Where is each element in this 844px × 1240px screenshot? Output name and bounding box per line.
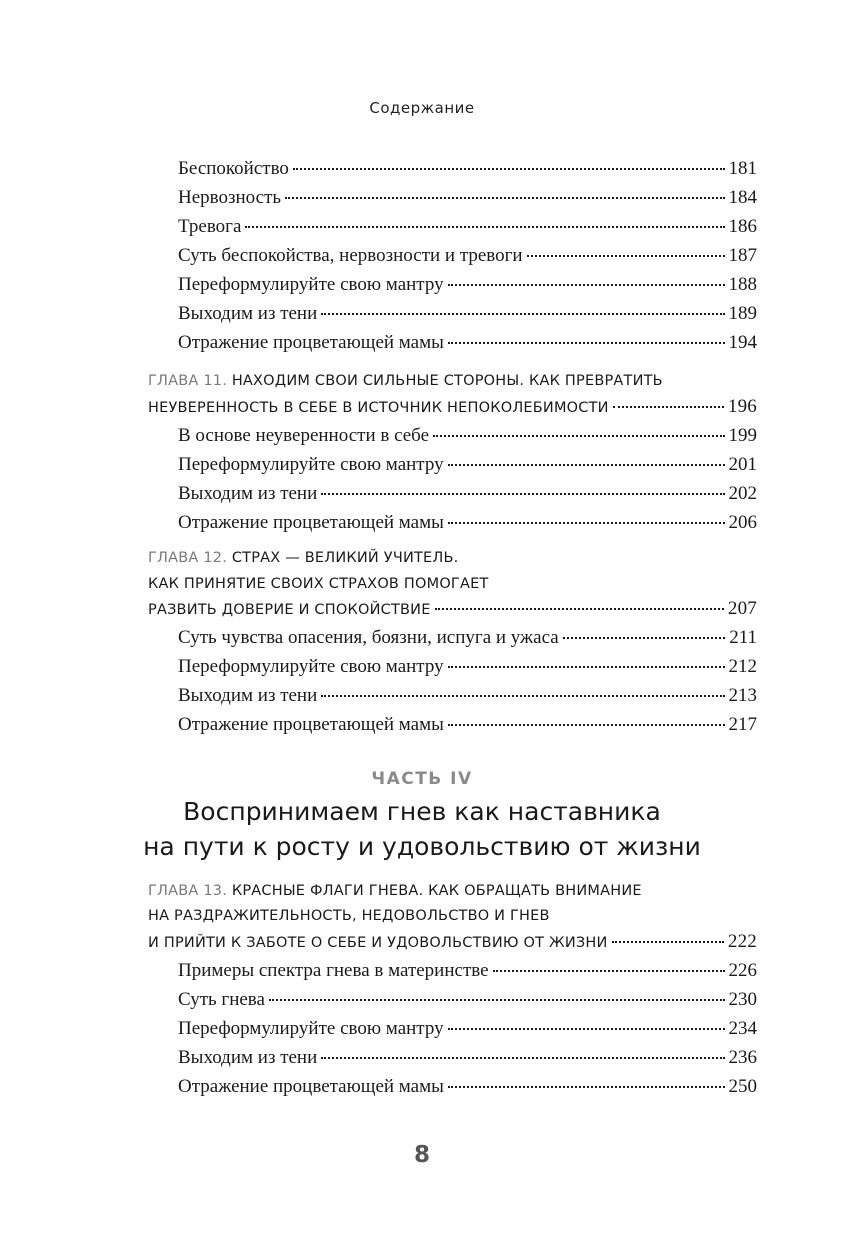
dot-leader (293, 168, 725, 170)
chapter-title-text: РАЗВИТЬ ДОВЕРИЕ И СПОКОЙСТВИЕ (148, 602, 431, 618)
toc-entry-title: Переформулируйте свою мантру (178, 1018, 444, 1039)
dot-leader (269, 999, 725, 1001)
chapter-13-heading-line-1 (148, 880, 642, 902)
dot-leader (448, 342, 725, 344)
toc-entry-page: 211 (729, 627, 757, 648)
toc-entry-title: Тревога (178, 216, 242, 237)
dot-leader (321, 493, 724, 495)
toc-entry (178, 273, 757, 297)
toc-entry-page: 236 (728, 1047, 757, 1068)
toc-entry (178, 424, 757, 448)
toc-entry-title: Выходим из тени (178, 303, 318, 324)
toc-entry (178, 684, 757, 708)
dot-leader (321, 313, 724, 315)
toc-entry-title: Суть беспокойства, нервозности и тревоги (178, 245, 523, 266)
toc-entry (178, 453, 757, 477)
dot-leader (448, 522, 725, 524)
dot-leader (448, 724, 725, 726)
chapter-page: 207 (727, 598, 757, 619)
toc-entry-title: Выходим из тени (178, 685, 318, 706)
chapter-13-heading-line-3 (148, 930, 757, 955)
part-title-line-2: на пути к росту и удовольствию от жизни (143, 832, 701, 861)
toc-entry-title: Суть чувства опасения, боязни, испуга и ужаса (178, 627, 559, 648)
dot-leader (527, 255, 725, 257)
toc-entry-title: В основе неуверенности в себе (178, 425, 430, 446)
dot-leader (563, 637, 725, 639)
toc-entry-page: 199 (728, 425, 757, 446)
toc-entry (178, 959, 757, 983)
toc-entry-page: 234 (728, 1018, 757, 1039)
chapter-12-heading-line-2: КАК ПРИНЯТИЕ СВОИХ СТРАХОВ ПОМОГАЕТ (148, 576, 489, 592)
chapter-12-heading-line-1 (148, 547, 458, 569)
toc-entry-page: 184 (728, 187, 757, 208)
toc-entry-title: Суть гнева (178, 989, 265, 1010)
toc-entry-page: 188 (728, 274, 757, 295)
dot-leader (321, 695, 724, 697)
toc-entry-title: Отражение процветающей мамы (178, 1076, 444, 1097)
toc-entry-title: Переформулируйте свою мантру (178, 274, 444, 295)
toc-entry (178, 244, 757, 268)
dot-leader (448, 464, 725, 466)
toc-entry (178, 511, 757, 535)
toc-entry-page: 201 (728, 454, 757, 475)
toc-entry-title: Беспокойство (178, 158, 289, 179)
toc-entry-title: Выходим из тени (178, 1047, 318, 1068)
page-number: 8 (413, 1142, 430, 1168)
chapter-title-text: КРАСНЫЕ ФЛАГИ ГНЕВА. КАК ОБРАЩАТЬ ВНИМАНИЕ (231, 883, 642, 899)
toc-entry-title: Отражение процветающей мамы (178, 332, 444, 353)
dot-leader (448, 1086, 725, 1088)
toc-entry-page: 212 (728, 656, 757, 677)
toc-entry-page: 202 (728, 483, 757, 504)
dot-leader (493, 970, 725, 972)
chapter-11-heading-line-1 (148, 370, 663, 392)
toc-entry (178, 1017, 757, 1041)
toc-entry-page: 181 (728, 158, 757, 179)
toc-entry (178, 186, 757, 210)
toc-entry (178, 655, 757, 679)
toc-entry (178, 626, 757, 650)
toc-entry (178, 1075, 757, 1099)
chapter-12-heading-line-3 (148, 597, 757, 622)
toc-entry-page: 226 (728, 960, 757, 981)
toc-entry-title: Отражение процветающей мамы (178, 714, 444, 735)
toc-entry (178, 713, 757, 737)
toc-entry (178, 331, 757, 355)
toc-entry (178, 482, 757, 506)
chapter-page: 196 (727, 396, 757, 417)
toc-entry-page: 250 (728, 1076, 757, 1097)
chapter-label: ГЛАВА 11. (148, 373, 228, 389)
toc-entry (178, 988, 757, 1012)
chapter-label: ГЛАВА 13. (148, 883, 228, 899)
toc-entry-title: Нервозность (178, 187, 282, 208)
dot-leader (448, 666, 725, 668)
dot-leader (612, 941, 724, 943)
toc-entry-title: Переформулируйте свою мантру (178, 656, 444, 677)
toc-entry-page: 194 (728, 332, 757, 353)
toc-entry-title: Переформулируйте свою мантру (178, 454, 444, 475)
toc-entry (178, 157, 757, 181)
running-head: Содержание (369, 99, 475, 117)
chapter-title-text: НЕУВЕРЕННОСТЬ В СЕБЕ В ИСТОЧНИК НЕПОКОЛЕБИМОСТИ (148, 400, 609, 416)
dot-leader (321, 1057, 724, 1059)
chapter-13-heading-line-2: НА РАЗДРАЖИТЕЛЬНОСТЬ, НЕДОВОЛЬСТВО И ГНЕВ (148, 908, 550, 924)
dot-leader (613, 406, 724, 408)
dot-leader (245, 226, 724, 228)
toc-entry-page: 206 (728, 512, 757, 533)
toc-entry-page: 187 (728, 245, 757, 266)
toc-entry (178, 1046, 757, 1070)
dot-leader (448, 284, 725, 286)
toc-entry-title: Примеры спектра гнева в материнстве (178, 960, 489, 981)
dot-leader (448, 1028, 725, 1030)
part-title-line-1: Воспринимаем гнев как наставника (183, 797, 661, 826)
toc-entry (178, 302, 757, 326)
toc-entry-title: Отражение процветающей мамы (178, 512, 444, 533)
chapter-title-text: НАХОДИМ СВОИ СИЛЬНЫЕ СТОРОНЫ. КАК ПРЕВРАТИТЬ (231, 373, 663, 389)
toc-entry-page: 189 (728, 303, 757, 324)
part-label: ЧАСТЬ IV (371, 769, 473, 789)
toc-entry-page: 213 (728, 685, 757, 706)
toc-entry (178, 215, 757, 239)
dot-leader (285, 197, 724, 199)
chapter-11-heading-line-2 (148, 395, 757, 420)
dot-leader (433, 435, 724, 437)
chapter-label: ГЛАВА 12. (148, 550, 228, 566)
toc-entry-page: 230 (728, 989, 757, 1010)
chapter-page: 222 (727, 931, 757, 952)
toc-entry-page: 186 (728, 216, 757, 237)
toc-entry-page: 217 (728, 714, 757, 735)
chapter-title-text: И ПРИЙТИ К ЗАБОТЕ О СЕБЕ И УДОВОЛЬСТВИЮ ОТ ЖИЗНИ (148, 935, 608, 951)
dot-leader (435, 608, 724, 610)
chapter-title-text: СТРАХ — ВЕЛИКИЙ УЧИТЕЛЬ. (231, 550, 459, 566)
toc-entry-title: Выходим из тени (178, 483, 318, 504)
